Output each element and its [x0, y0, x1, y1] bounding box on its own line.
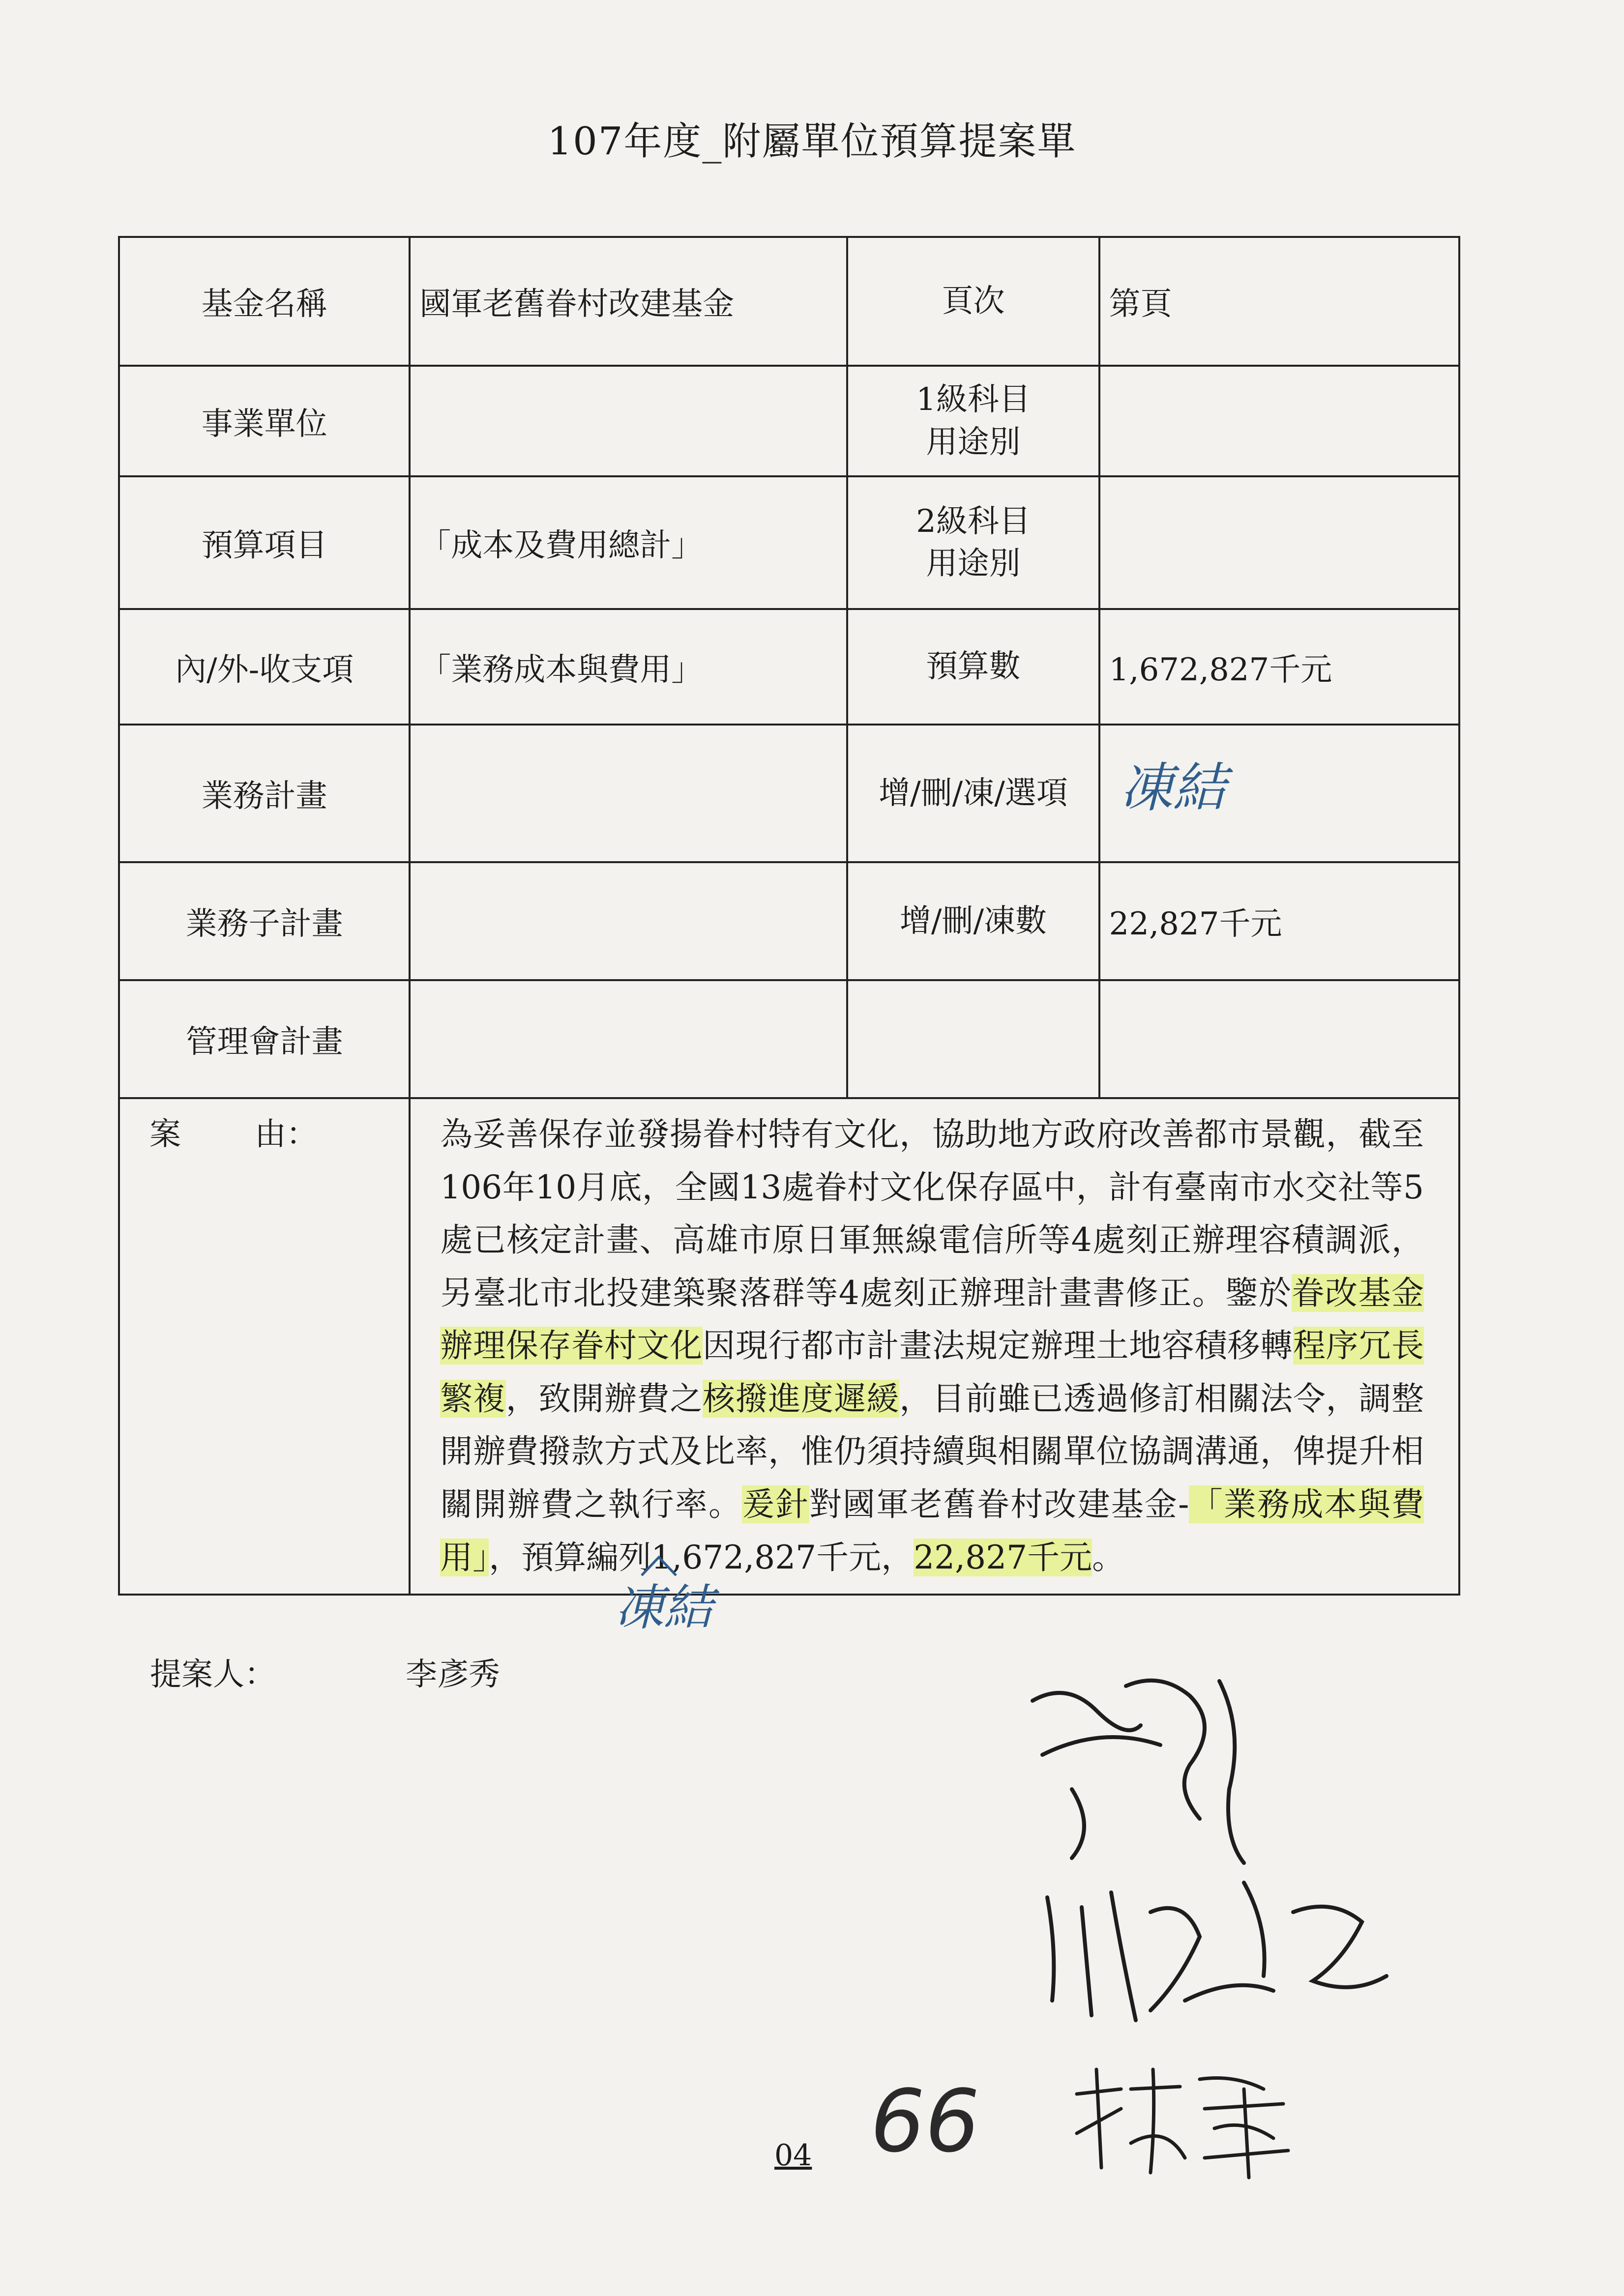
field-label: 基金名稱	[119, 237, 410, 366]
field-value: 22,827千元	[1099, 862, 1460, 980]
field-value	[1099, 366, 1460, 476]
field-value	[1099, 980, 1460, 1098]
field-label: 預算項目	[119, 476, 410, 609]
page-title: 107年度_附屬單位預算提案單	[547, 119, 1077, 164]
field-label: 事業單位	[119, 366, 410, 476]
table-row	[119, 476, 1459, 609]
field-value: 1,672,827千元	[1099, 609, 1460, 725]
field-value	[1099, 476, 1460, 609]
field-value: 「成本及費用總計」	[410, 476, 847, 609]
field-value: 「業務成本與費用」	[410, 609, 847, 725]
page-number: 04	[774, 2138, 812, 2173]
field-value	[410, 366, 847, 476]
field-label: 1級科目 用途別	[847, 366, 1099, 476]
field-value	[410, 862, 847, 980]
field-label: 頁次	[847, 237, 1099, 366]
reason-text: 為妥善保存並發揚眷村特有文化，協助地方政府改善都市景觀，截至106年10月底，全國13處眷村文化保存區中，計有臺南市水交社等5處已核定計畫、高雄市原日軍無線電信所等4處刻正辦理容積調派，另臺北市北投建築聚落群等4處刻正辦理計畫書修正。鑒於眷改基金辦理保存眷村文化因現行都市計畫法規定辦理土地容積移轉程序冗長繁複，致開辦費之核撥進度遲緩，目前雖已透過修訂相關法令，調整開辦費撥款方式及比率，惟仍須持續與相關單位協調溝通，俾提升相關開辦費之執行率。爰針對國軍老舊眷村改建基金-「業務成本與費用」，預算編列1,672,827千元，22,827千元。	[410, 1098, 1459, 1595]
table-row	[119, 862, 1459, 980]
reason-row	[119, 1098, 1459, 1595]
field-value	[410, 980, 847, 1098]
table-row	[119, 725, 1459, 862]
table-row	[119, 609, 1459, 725]
field-label: 管理會計畫	[119, 980, 410, 1098]
field-label: 增/刪/凍/選項	[847, 725, 1099, 862]
proposer-name: 李彥秀	[406, 1657, 500, 1693]
field-label: 業務計畫	[119, 725, 410, 862]
field-value: 第頁	[1099, 237, 1460, 366]
handwritten-signature	[1037, 1853, 1401, 2035]
proposer-label: 提案人：	[150, 1657, 276, 1693]
handwritten-insert-note: 凍結	[615, 1579, 713, 1636]
freeze-option-handwritten	[1099, 725, 1460, 862]
table-row	[119, 237, 1459, 366]
field-value: 國軍老舊眷村改建基金	[410, 237, 847, 366]
field-label: 內/外-收支項	[119, 609, 410, 725]
proposal-table	[118, 236, 1460, 1596]
highlighted-text: 眷改基金辦理保存眷村文化	[440, 1274, 1424, 1365]
highlighted-text: 22,827千元	[914, 1538, 1093, 1576]
reason-label: 案 由：	[119, 1098, 410, 1595]
highlighted-text: 「業務成本與費用」	[440, 1485, 1424, 1576]
field-label: 2級科目 用途別	[847, 476, 1099, 609]
field-value	[410, 725, 847, 862]
highlighted-text: 核撥進度遲緩	[702, 1379, 900, 1418]
handwritten-number: 66	[870, 2072, 980, 2172]
field-label: 預算數	[847, 609, 1099, 725]
highlighted-text: 程序冗長繁複	[440, 1327, 1424, 1418]
handwritten-signature	[1013, 1642, 1269, 1868]
field-label: 增/刪/凍數	[847, 862, 1099, 980]
handwritten-freeze-note: 凍結	[1120, 757, 1226, 819]
table-row	[119, 366, 1459, 476]
highlighted-text: 爰針	[742, 1485, 809, 1524]
field-label	[847, 980, 1099, 1098]
table-row	[119, 980, 1459, 1098]
handwritten-signature	[1067, 2060, 1298, 2182]
field-label: 業務子計畫	[119, 862, 410, 980]
